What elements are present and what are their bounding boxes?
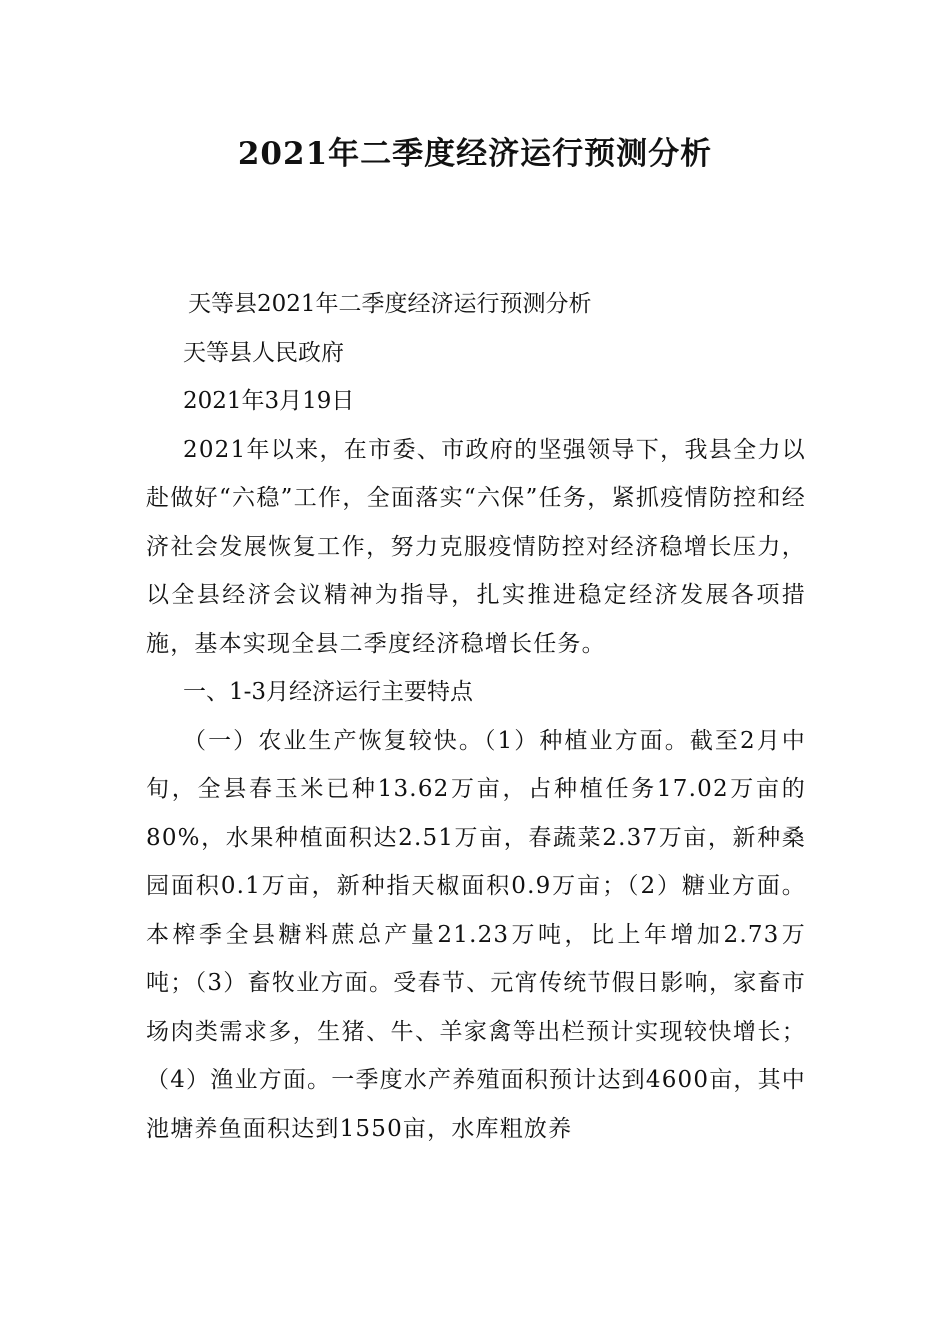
agriculture-paragraph: （一）农业生产恢复较快。（1）种植业方面。截至2月中旬，全县春玉米已种13.62万亩，占种植任务17.02万亩的80%，水果种植面积达2.51万亩，春蔬菜2.37万亩，新种桑园面积0.1万亩，新种指天椒面积0.9万亩；（2）糖业方面。本榨季全县糖料蔗总产量21.23万吨，比上年增加2.73万吨；（3）畜牧业方面。受春节、元宵传统节假日影响，家畜市场肉类需求多，生猪、牛、羊家禽等出栏预计实现较快增长；（4）渔业方面。一季度水产养殖面积预计达到4600亩，其中池塘养鱼面积达到1550亩，水库粗放养 xyxy=(146,727,806,1142)
document-body xyxy=(146,280,806,1153)
document-subtitle: 天等县2021年二季度经济运行预测分析 xyxy=(188,291,592,317)
intro-paragraph: 2021年以来，在市委、市政府的坚强领导下，我县全力以赴做好“六稳”工作，全面落实“六保”任务，紧抓疫情防控和经济社会发展恢复工作，努力克服疫情防控对经济稳增长压力，以全县经济会议精神为指导，扎实推进稳定经济发展各项措施，基本实现全县二季度经济稳增长任务。 xyxy=(146,436,806,657)
document-date: 2021年3月19日 xyxy=(183,388,355,414)
document-title: 2021年二季度经济运行预测分析 xyxy=(237,136,713,172)
section-heading: 一、1-3月经济运行主要特点 xyxy=(183,679,474,705)
document-author: 天等县人民政府 xyxy=(183,339,344,366)
